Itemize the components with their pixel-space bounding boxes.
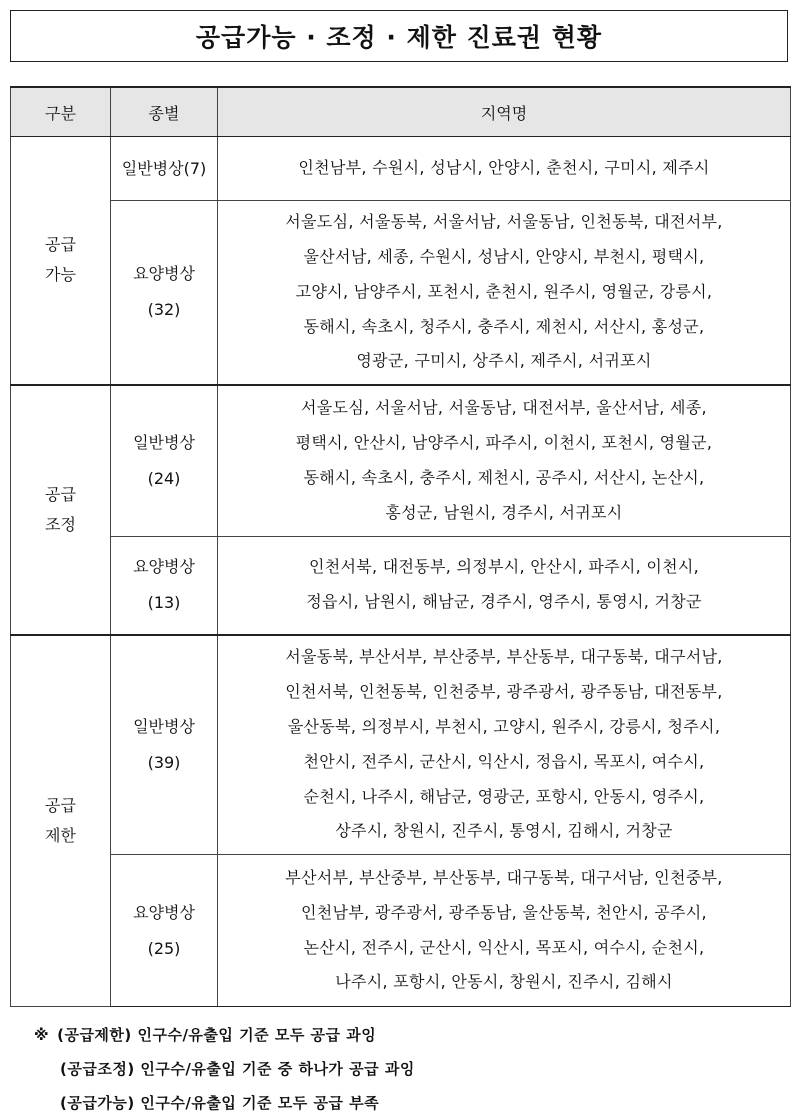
header-type: 종별	[111, 87, 218, 137]
header-region: 지역명	[218, 87, 791, 137]
regions-line: 서울도심, 서울서남, 서울동남, 대전서부, 울산서남, 세종,	[301, 398, 707, 418]
footnote-line	[34, 1018, 415, 1052]
category-label-line1: 공급	[45, 795, 76, 815]
category-label-line2: 조정	[45, 514, 76, 534]
category-adjust	[11, 385, 111, 635]
type-count: (32)	[147, 300, 181, 320]
regions-cell	[218, 635, 791, 855]
footnotes	[34, 1018, 415, 1120]
category-restricted	[11, 635, 111, 1007]
footnote-text: (공급가능) 인구수/유출입 기준 모두 공급 부족	[60, 1094, 380, 1112]
regions-line: 정읍시, 남원시, 해남군, 경주시, 영주시, 통영시, 거창군	[306, 592, 702, 612]
type-label: 일반병상	[133, 432, 195, 452]
regions-cell	[218, 855, 791, 1007]
table-row-restricted-nursing	[11, 855, 791, 1007]
type-general: 일반병상(7)	[111, 137, 218, 201]
regions-line: 부산서부, 부산중부, 부산동부, 대구동북, 대구서남, 인천중부,	[285, 867, 723, 887]
category-label-line1: 공급	[45, 235, 76, 255]
category-label-line1: 공급	[45, 484, 76, 504]
type-label: 요양병상	[133, 902, 195, 922]
page-title: 공급가능 · 조정 · 제한 진료권 현황	[10, 10, 788, 62]
regions-cell	[218, 385, 791, 537]
footnote-text: (공급제한) 인구수/유출입 기준 모두 공급 과잉	[57, 1026, 377, 1044]
type-count: (39)	[147, 752, 181, 772]
type-label: 요양병상	[133, 557, 195, 577]
regions-cell	[218, 201, 791, 385]
type-general	[111, 385, 218, 537]
regions-line: 순천시, 나주시, 해남군, 영광군, 포항시, 안동시, 영주시,	[303, 786, 705, 806]
regions-line: 인천남부, 광주광서, 광주동남, 울산동북, 천안시, 공주시,	[301, 902, 707, 922]
regions-cell	[218, 537, 791, 635]
type-count: (24)	[147, 468, 181, 488]
type-count: (25)	[147, 938, 181, 958]
table-header-row	[11, 87, 791, 137]
regions-line: 서울동북, 부산서부, 부산중부, 부산동부, 대구동북, 대구서남,	[285, 647, 723, 667]
regions-line: 동해시, 속초시, 청주시, 충주시, 제천시, 서산시, 홍성군,	[303, 316, 705, 336]
regions-line: 울산동북, 의정부시, 부천시, 고양시, 원주시, 강릉시, 청주시,	[287, 716, 721, 736]
regions-line: 평택시, 안산시, 남양주시, 파주시, 이천시, 포천시, 영월군,	[295, 432, 713, 452]
regions-line: 동해시, 속초시, 충주시, 제천시, 공주시, 서산시, 논산시,	[303, 467, 705, 487]
regions-line: 영광군, 구미시, 상주시, 제주시, 서귀포시	[356, 351, 652, 371]
type-general	[111, 635, 218, 855]
regions-line: 상주시, 창원시, 진주시, 통영시, 김해시, 거창군	[335, 821, 673, 841]
type-nursing	[111, 537, 218, 635]
regions-line: 인천서북, 인천동북, 인천중부, 광주광서, 광주동남, 대전동부,	[285, 682, 723, 702]
regions-line: 나주시, 포항시, 안동시, 창원시, 진주시, 김해시	[335, 972, 673, 992]
regions-line: 서울도심, 서울동북, 서울서남, 서울동남, 인천동북, 대전서부,	[285, 212, 723, 232]
table-row-restricted-general	[11, 635, 791, 855]
type-nursing	[111, 201, 218, 385]
type-label: 요양병상	[133, 264, 195, 284]
header-category: 구분	[11, 87, 111, 137]
regions-line: 고양시, 남양주시, 포천시, 춘천시, 원주시, 영월군, 강릉시,	[295, 281, 713, 301]
reference-mark: ※	[34, 1026, 50, 1044]
footnote-line	[34, 1052, 415, 1086]
regions-line: 인천서북, 대전동부, 의정부시, 안산시, 파주시, 이천시,	[308, 557, 700, 577]
region-status-table	[10, 86, 791, 1007]
footnote-line	[34, 1086, 415, 1120]
table-row-adjust-nursing	[11, 537, 791, 635]
type-nursing	[111, 855, 218, 1007]
regions-line: 논산시, 전주시, 군산시, 익산시, 목포시, 여수시, 순천시,	[303, 937, 705, 957]
category-label-line2: 제한	[45, 825, 76, 845]
table-row-adjust-general	[11, 385, 791, 537]
regions-cell: 인천남부, 수원시, 성남시, 안양시, 춘천시, 구미시, 제주시	[218, 137, 791, 201]
footnote-text: (공급조정) 인구수/유출입 기준 중 하나가 공급 과잉	[60, 1060, 415, 1078]
regions-line: 홍성군, 남원시, 경주시, 서귀포시	[385, 502, 623, 522]
regions-line: 천안시, 전주시, 군산시, 익산시, 정읍시, 목포시, 여수시,	[303, 751, 705, 771]
category-available	[11, 137, 111, 385]
category-label-line2: 가능	[45, 265, 76, 285]
table-row-available-general	[11, 137, 791, 201]
regions-line: 울산서남, 세종, 수원시, 성남시, 안양시, 부천시, 평택시,	[303, 247, 705, 267]
type-label: 일반병상	[133, 716, 195, 736]
type-count: (13)	[147, 593, 181, 613]
table-row-available-nursing	[11, 201, 791, 385]
